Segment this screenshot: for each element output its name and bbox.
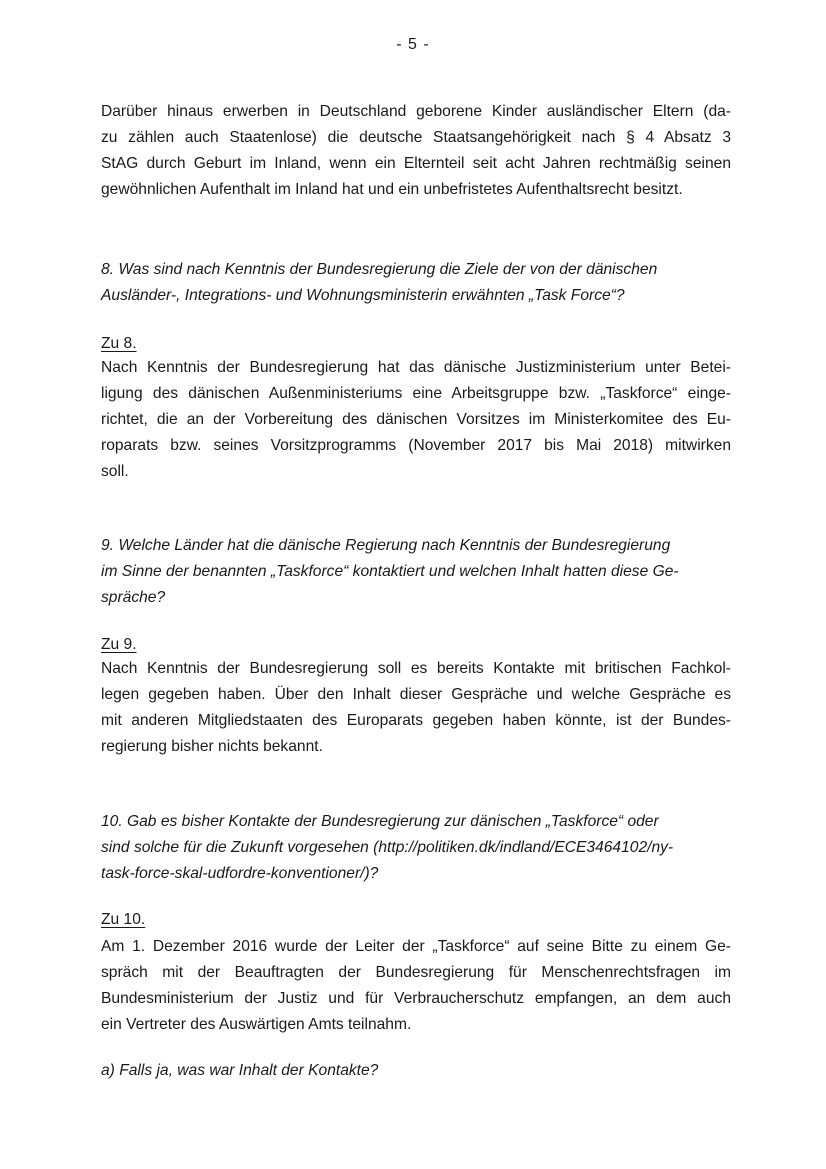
answer-8-text xyxy=(101,355,731,485)
question-10a xyxy=(101,1058,731,1084)
text-line: spräche? xyxy=(101,589,166,606)
text-line: legen gegeben haben. Über den Inhalt dieser Gespräche und welche Gespräche es xyxy=(101,686,731,703)
text-line: mit anderen Mitgliedstaaten des Europarats gegeben haben könnte, ist der Bundes- xyxy=(101,712,731,729)
text-line: richtet, die an der Vorbereitung des dänischen Vorsitzes im Ministerkomitee des Eu- xyxy=(101,411,731,428)
text-line: soll. xyxy=(101,463,129,480)
answer-10-text xyxy=(101,934,731,1038)
text-line: zu zählen auch Staatenlose) die deutsche Staatsangehörigkeit nach § 4 Absatz 3 xyxy=(101,129,731,146)
text-line: spräch mit der Beauftragten der Bundesregierung für Menschenrechtsfragen im xyxy=(101,964,731,981)
answer-10-heading: Zu 10. xyxy=(101,911,146,928)
text-line: sind solche für die Zukunft vorgesehen (http://politiken.dk/indland/ECE3464102/ny- xyxy=(101,839,674,856)
text-line: 9. Welche Länder hat die dänische Regierung nach Kenntnis der Bundesregierung xyxy=(101,537,671,554)
text-line: Nach Kenntnis der Bundesregierung soll es bereits Kontakte mit britischen Fachkol- xyxy=(101,660,731,677)
text-line: Darüber hinaus erwerben in Deutschland geborene Kinder ausländischer Eltern (da- xyxy=(101,103,731,120)
text-line: a) Falls ja, was war Inhalt der Kontakte? xyxy=(101,1062,379,1079)
text-line: StAG durch Geburt im Inland, wenn ein Elternteil seit acht Jahren rechtmäßig seinen xyxy=(101,155,731,172)
text-line: ligung des dänischen Außenministeriums eine Arbeitsgruppe bzw. „Taskforce“ einge- xyxy=(101,385,731,402)
answer-9-heading: Zu 9. xyxy=(101,636,137,653)
question-9 xyxy=(101,533,731,611)
text-line: Nach Kenntnis der Bundesregierung hat das dänische Justizministerium unter Betei- xyxy=(101,359,731,376)
text-line: regierung bisher nichts bekannt. xyxy=(101,738,323,755)
text-line: gewöhnlichen Aufenthalt im Inland hat und ein unbefristetes Aufenthaltsrecht besitzt. xyxy=(101,181,683,198)
text-line: 10. Gab es bisher Kontakte der Bundesregierung zur dänischen „Taskforce“ oder xyxy=(101,813,659,830)
question-8 xyxy=(101,257,731,309)
text-line: Bundesministerium der Justiz und für Verbraucherschutz empfangen, an dem auch xyxy=(101,990,731,1007)
text-line: ein Vertreter des Auswärtigen Amts teilnahm. xyxy=(101,1016,412,1033)
text-line: roparats bzw. seines Vorsitzprogramms (November 2017 bis Mai 2018) mitwirken xyxy=(101,437,731,454)
text-line: Ausländer-, Integrations- und Wohnungsministerin erwähnten „Task Force“? xyxy=(101,287,625,304)
question-10 xyxy=(101,809,731,887)
text-line: task-force-skal-udfordre-konventioner/)? xyxy=(101,865,379,882)
answer-8-heading: Zu 8. xyxy=(101,335,137,352)
answer-9-text xyxy=(101,656,731,760)
intro-paragraph xyxy=(101,99,731,203)
text-line: Am 1. Dezember 2016 wurde der Leiter der „Taskforce“ auf seine Bitte zu einem Ge- xyxy=(101,938,731,955)
text-line: 8. Was sind nach Kenntnis der Bundesregierung die Ziele der von der dänischen xyxy=(101,261,658,278)
text-line: im Sinne der benannten „Taskforce“ kontaktiert und welchen Inhalt hatten diese Ge- xyxy=(101,563,679,580)
page-number: - 5 - xyxy=(396,36,430,53)
